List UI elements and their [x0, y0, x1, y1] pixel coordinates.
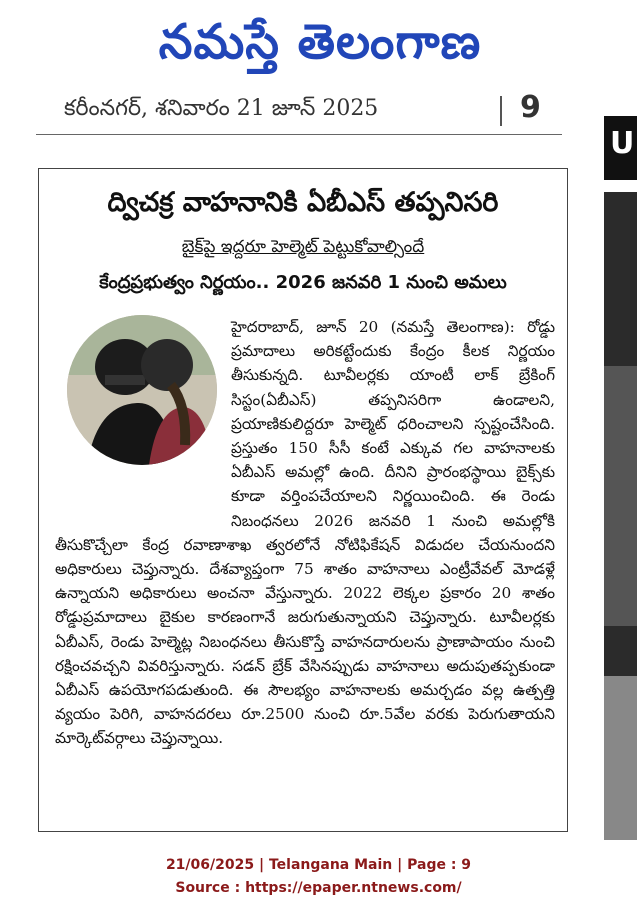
- strip-letter: U: [610, 126, 635, 161]
- header-rule: [36, 134, 562, 135]
- article-body: [55, 315, 555, 751]
- article-box: [38, 168, 568, 832]
- article-subhead: బైక్‌పై ఇద్దరూ హెల్మెట్ పెట్టుకోవాల్సిందే: [181, 237, 425, 257]
- article-kicker: కేంద్రప్రభుత్వం నిర్ణయం.. 2026 జనవరి 1 నుంచి అమలు: [99, 272, 507, 293]
- footer-source: Source : https://epaper.ntnews.com/: [175, 880, 462, 896]
- adjacent-article-strip: [604, 116, 637, 840]
- masthead: [0, 0, 637, 80]
- dateline: కరీంనగర్, శనివారం 21 జూన్ 2025: [64, 96, 379, 121]
- article-body-text: హైదరాబాద్, జూన్ 20 (నమస్తే తెలంగాణ): రోడ్డు ప్రమాదాలు అరికట్టేందుకు కేంద్రం కీలక నిర్ణయం తీసుకున్నది. టూవీలర్లకు యాంటీ లాక్ బ్రేకింగ్ సిస్టం(ఏబీఎస్) తప్పనిసరిగా ఉండాలని, ప్రయాణికులిద్దరూ హెల్మెట్ ధరించాలని స్పష్టంచేసింది. ప్రస్తుతం 150 సీసీ కంటే ఎక్కువ గల వాహనాలకు ఏబీఎస్ అమల్లో ఉంది. దీనిని ప్రారంభస్థాయి బైక్స్‌కు కూడా వర్తింపచేయాలని నిర్ణయించింది. ఈ రెండు నిబంధనలు 2026 జనవరి 1 నుంచి అమల్లోకి తీసుకొచ్చేలా కేంద్ర రవాణాశాఖ త్వరలోనే నోటిఫికేషన్ విడుదల చేయనుందని అధికారులు చెప్తున్నారు. దేశవ్యాప్తంగా 75 శాతం వాహనాలు ఎంట్రీవేవల్ మోడళ్లే ఉన్నాయని అధికారులు అంచనా వేస్తున్నారు. 2022 లెక్కల ప్రకారం 20 శాతం రోడ్డుప్రమాదాలు బైకుల కారణంగానే జరుగుతున్నాయని చెప్తున్నారు. టూవీలర్లకు ఏబీఎస్, రెండు హెల్మెట్ల నిబంధనలు తీసుకొస్తే వాహనదారులను ప్రాణాపాయం నుంచి రక్షించవచ్చని వివరిస్తున్నారు. సడన్ బ్రేక్ వేసినప్పుడు వాహనాలు అదుపుతప్పకుండా ఏబీఎస్ ఉపయోగపడుతుంది. ఈ సౌలభ్యం వాహనాలకు అమర్చడం వల్ల ఉత్పత్తి వ్యయం పెరిగి, వాహనదరలు రూ.2500 నుంచి రూ.5వేల వరకు పెరుగుతాయని మార్కెట్‌వర్గాలు చెప్తున్నాయి.: [55, 318, 555, 748]
- article-headline: ద్విచక్ర వాహనానికి ఏబీఎస్ తప్పనిసరి: [107, 187, 499, 218]
- dateline-separator: [500, 96, 502, 126]
- page-number: 9: [520, 90, 541, 125]
- footer-edition-info: 21/06/2025 | Telangana Main | Page : 9: [165, 857, 472, 873]
- newspaper-logo: నమస్తే తెలంగాణ: [158, 14, 482, 70]
